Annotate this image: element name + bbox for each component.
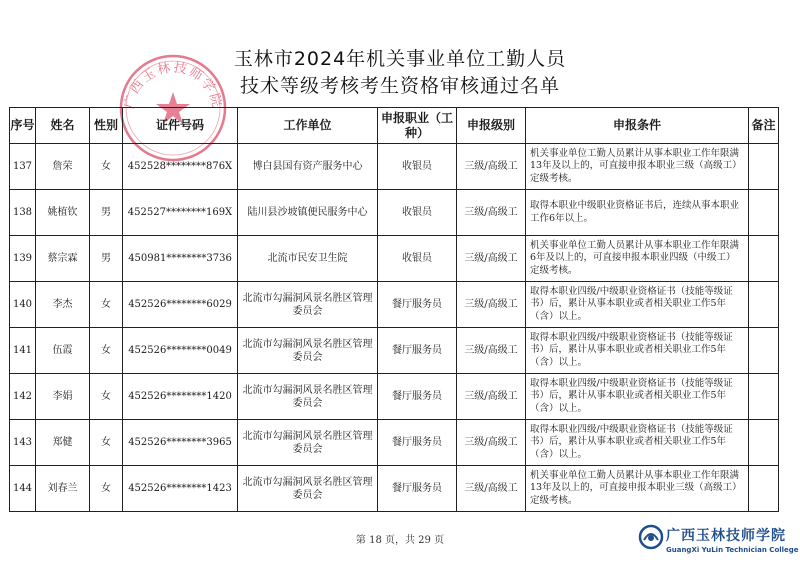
cell-unit: 北流市勾漏洞风景名胜区管理委员会: [238, 328, 378, 374]
cell-level: 三级/高级工: [457, 144, 526, 190]
column-header-level: 申报级别: [457, 108, 526, 144]
cell-occupation: 餐厅服务员: [378, 282, 457, 328]
cell-level: 三级/高级工: [457, 328, 526, 374]
cell-no: 139: [10, 236, 36, 282]
table-row: [10, 190, 779, 236]
cell-level: 三级/高级工: [457, 236, 526, 282]
cell-note: [749, 466, 779, 512]
candidate-table: [9, 107, 779, 512]
cell-level: 三级/高级工: [457, 420, 526, 466]
table-row: [10, 466, 779, 512]
cell-unit: 北流市勾漏洞风景名胜区管理委员会: [238, 420, 378, 466]
cell-id: 452527********169X: [123, 190, 238, 236]
cell-gender: 女: [90, 374, 123, 420]
cell-unit: 陆川县沙坡镇便民服务中心: [238, 190, 378, 236]
cell-id: 452526********6029: [123, 282, 238, 328]
column-header-unit: 工作单位: [238, 108, 378, 144]
college-logo: [638, 522, 798, 562]
cell-condition: 机关事业单位工勤人员累计从事本职业工作年限满13年及以上的，可直接申报本职业三级（高级工）定级考核。: [526, 466, 749, 512]
cell-condition: 机关事业单位工勤人员累计从事本职业工作年限满13年及以上的，可直接申报本职业三级（高级工）定级考核。: [526, 144, 749, 190]
cell-id: 452526********1423: [123, 466, 238, 512]
table-row: [10, 144, 779, 190]
cell-no: 143: [10, 420, 36, 466]
cell-gender: 女: [90, 466, 123, 512]
cell-condition: 机关事业单位工勤人员累计从事本职业工作年限满6年及以上的，可直接申报本职业四级（中级工）定级考核。: [526, 236, 749, 282]
cell-condition: 取得本职业中级职业资格证书后，连续从事本职业工作6年以上。: [526, 190, 749, 236]
cell-note: [749, 374, 779, 420]
cell-condition: 取得本职业四级/中级职业资格证书（技能等级证书）后，累计从事本职业或者相关职业工作5年（含）以上。: [526, 282, 749, 328]
cell-note: [749, 190, 779, 236]
column-header-id: 证件号码: [123, 108, 238, 144]
document-title-line2: 技术等级考核考生资格审核通过名单: [239, 75, 560, 97]
cell-name: 伍霞: [36, 328, 90, 374]
cell-id: 452526********0049: [123, 328, 238, 374]
cell-gender: 女: [90, 420, 123, 466]
cell-no: 137: [10, 144, 36, 190]
cell-id: 450981********3736: [123, 236, 238, 282]
cell-occupation: 餐厅服务员: [378, 466, 457, 512]
cell-id: 452526********1420: [123, 374, 238, 420]
cell-unit: 北流市勾漏洞风景名胜区管理委员会: [238, 282, 378, 328]
cell-name: 詹荣: [36, 144, 90, 190]
cell-occupation: 收银员: [378, 236, 457, 282]
cell-level: 三级/高级工: [457, 190, 526, 236]
cell-name: 刘春兰: [36, 466, 90, 512]
cell-gender: 男: [90, 236, 123, 282]
cell-occupation: 餐厅服务员: [378, 328, 457, 374]
column-header-note: 备注: [749, 108, 779, 144]
svg-text:广西玉林技师学院: 广西玉林技师学院: [121, 60, 225, 111]
cell-occupation: 餐厅服务员: [378, 420, 457, 466]
cell-no: 142: [10, 374, 36, 420]
cell-gender: 男: [90, 190, 123, 236]
cell-unit: 北流市勾漏洞风景名胜区管理委员会: [238, 374, 378, 420]
cell-note: [749, 236, 779, 282]
cell-unit: 北流市民安卫生院: [238, 236, 378, 282]
cell-no: 141: [10, 328, 36, 374]
table-row: [10, 420, 779, 466]
cell-level: 三级/高级工: [457, 466, 526, 512]
cell-condition: 取得本职业四级/中级职业资格证书（技能等级证书）后，累计从事本职业或者相关职业工作5年（含）以上。: [526, 374, 749, 420]
college-name-cn: 广西玉林技师学院: [666, 528, 786, 544]
cell-condition: 取得本职业四级/中级职业资格证书（技能等级证书）后，累计从事本职业或者相关职业工作5年（含）以上。: [526, 328, 749, 374]
cell-no: 144: [10, 466, 36, 512]
table-row: [10, 282, 779, 328]
cell-note: [749, 420, 779, 466]
cell-no: 140: [10, 282, 36, 328]
cell-name: 蔡宗霖: [36, 236, 90, 282]
page-number: 第 18 页，共 29 页: [355, 535, 445, 546]
cell-level: 三级/高级工: [457, 282, 526, 328]
cell-occupation: 餐厅服务员: [378, 374, 457, 420]
cell-occupation: 收银员: [378, 190, 457, 236]
cell-occupation: 收银员: [378, 144, 457, 190]
column-header-condition: 申报条件: [526, 108, 749, 144]
column-header-occupation: 申报职业（工种）: [378, 108, 457, 144]
cell-unit: 博白县国有资产服务中心: [238, 144, 378, 190]
cell-note: [749, 328, 779, 374]
cell-gender: 女: [90, 328, 123, 374]
cell-gender: 女: [90, 144, 123, 190]
document-title-line1: 玉林市2024年机关事业单位工勤人员: [233, 48, 567, 70]
column-header-no: 序号: [10, 108, 36, 144]
college-name-en: GuangXi YuLin Technician College: [666, 546, 799, 554]
table-header-row: [10, 108, 779, 144]
cell-id: 452528********876X: [123, 144, 238, 190]
cell-name: 李娟: [36, 374, 90, 420]
table-row: [10, 328, 779, 374]
cell-name: 姚植钦: [36, 190, 90, 236]
cell-gender: 女: [90, 282, 123, 328]
cell-name: 郑健: [36, 420, 90, 466]
cell-no: 138: [10, 190, 36, 236]
cell-name: 李杰: [36, 282, 90, 328]
college-emblem-icon: [638, 524, 664, 550]
cell-note: [749, 144, 779, 190]
cell-level: 三级/高级工: [457, 374, 526, 420]
cell-unit: 北流市勾漏洞风景名胜区管理委员会: [238, 466, 378, 512]
column-header-name: 姓名: [36, 108, 90, 144]
column-header-gender: 性别: [90, 108, 123, 144]
cell-note: [749, 282, 779, 328]
cell-id: 452526********3965: [123, 420, 238, 466]
table-row: [10, 374, 779, 420]
cell-condition: 取得本职业四级/中级职业资格证书（技能等级证书）后，累计从事本职业或者相关职业工作5年（含）以上。: [526, 420, 749, 466]
table-row: [10, 236, 779, 282]
